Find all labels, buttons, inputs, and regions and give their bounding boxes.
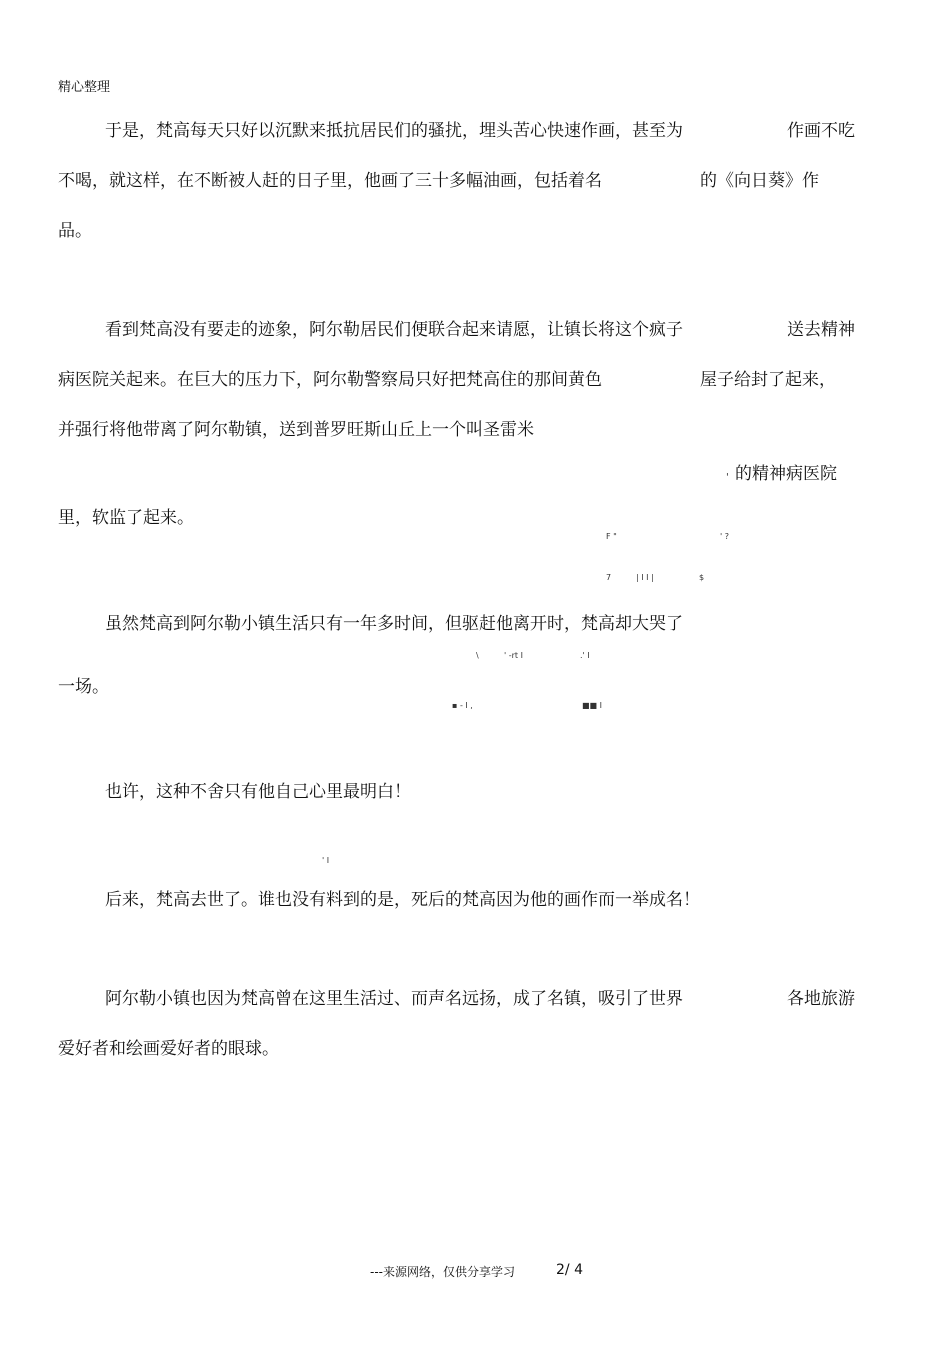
scan-noise-8: .' I	[580, 651, 590, 660]
p6-line1-b: 各地旅游	[787, 989, 855, 1009]
scan-noise-11: ' I	[322, 856, 330, 865]
scan-noise-4: | I I |	[636, 573, 654, 582]
p2-line4: 的精神病医院	[735, 464, 837, 484]
p1-line1-b: 作画不吃	[787, 121, 855, 141]
p4-line1: 也许，这种不舍只有他自己心里最明白！	[105, 782, 411, 802]
p1-line1-a: 于是，梵高每天只好以沉默来抵抗居民们的骚扰，埋头苦心快速作画，甚至为	[105, 121, 683, 141]
p1-line2-b: 的《向日葵》作	[700, 171, 819, 191]
p6-line1-a: 阿尔勒小镇也因为梵高曾在这里生活过、而声名远扬，成了名镇，吸引了世界	[105, 989, 683, 1009]
page-number: 2/ 4	[556, 1262, 583, 1278]
scan-noise-10: ■■ I	[582, 701, 603, 710]
scan-noise-6: \	[476, 651, 479, 660]
p1-line3: 品。	[58, 221, 92, 241]
p3-line1: 虽然梵高到阿尔勒小镇生活只有一年多时间，但驱赶他离开时，梵高却大哭了	[105, 614, 683, 634]
p2-line1-b: 送去精神	[787, 320, 855, 340]
p2-line5: 里，软监了起来。	[58, 508, 194, 528]
p2-line2-a: 病医院关起来。在巨大的压力下，阿尔勒警察局只好把梵高住的那间黄色	[58, 370, 602, 390]
scan-noise-7: ' -rt I	[504, 651, 523, 660]
scan-noise-12: '	[726, 472, 729, 483]
header-label: 精心整理	[58, 80, 111, 95]
scan-noise-9: ▪ - I ,	[452, 701, 473, 710]
p1-line2-a: 不喝，就这样，在不断被人赶的日子里，他画了三十多幅油画，包括着名	[58, 171, 602, 191]
scan-noise-5: $	[699, 573, 705, 582]
p6-line2: 爱好者和绘画爱好者的眼球。	[58, 1039, 279, 1059]
p5-line1: 后来，梵高去世了。谁也没有料到的是，死后的梵高因为他的画作而一举成名！	[105, 890, 700, 910]
footer-source: ---来源网络，仅供分享学习	[370, 1265, 515, 1279]
p2-line2-b: 屋子给封了起来，	[700, 370, 836, 390]
scan-noise-1: F "	[606, 532, 617, 541]
scan-noise-2: ' ?	[720, 532, 729, 541]
p3-line2: 一场。	[58, 677, 109, 697]
scan-noise-3: 7	[606, 573, 612, 582]
p2-line1-a: 看到梵高没有要走的迹象，阿尔勒居民们便联合起来请愿，让镇长将这个疯子	[105, 320, 683, 340]
p2-line3: 并强行将他带离了阿尔勒镇，送到普罗旺斯山丘上一个叫圣雷米	[58, 420, 534, 440]
